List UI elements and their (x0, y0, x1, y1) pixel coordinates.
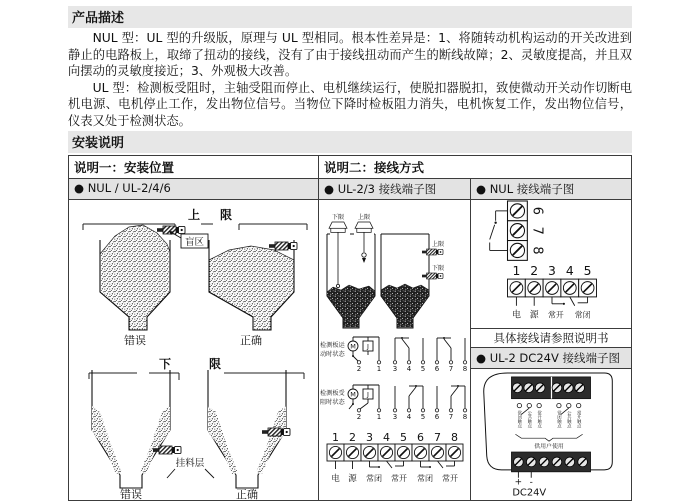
terminal-num: 4 (406, 364, 412, 373)
correct-label: 正确 (240, 333, 262, 347)
terminal-num: 7 (434, 430, 441, 444)
motor-symbol: M (350, 341, 356, 350)
product-paragraph-nul: NUL 型：UL 型的升级版，原理与 UL 型相同。根本性差异是：1、将随转动机构运动的开关改进到静止的电路板上，取缔了扭动的接线，没有了由于接线扭动而产生的断线故障；2、灵敏度提高，并且双向摆动的灵敏度接近；3、外观极大改善。 (68, 31, 632, 79)
terminal-num: 8 (451, 430, 458, 444)
lower-label: 下 (159, 356, 172, 371)
top-sensor-unit-icon (329, 222, 347, 232)
blocked-state-label-1: 检测板受 (320, 389, 345, 397)
terminal-num: 6 (417, 430, 424, 444)
limit-label: 限 (220, 207, 233, 222)
cling-layer-callout (167, 457, 214, 478)
bin-side-mounted (381, 234, 444, 328)
terminal-num: 5 (420, 364, 426, 373)
ul23-wiring-cell (319, 200, 471, 500)
nul-wiring-cell (471, 200, 631, 500)
blocked-state-label-2: 阻时状态 (320, 398, 345, 406)
contact-label: 常闭触点 (556, 410, 562, 428)
low-limit-label: 下限 (331, 213, 345, 221)
ceiling-lines (83, 224, 307, 230)
table-header-row (69, 156, 631, 179)
brace (515, 434, 582, 441)
bin-top-mounted (327, 213, 375, 328)
terminal-num: 8 (462, 364, 468, 373)
power-label-2: 源 (348, 473, 357, 484)
upper-limit-position-diagram (69, 200, 318, 350)
terminal-num-rotated: 8 (529, 245, 545, 255)
plus-label: + (514, 477, 523, 488)
terminal-num: 3 (366, 430, 373, 444)
horizontal-terminal-strip (508, 279, 597, 297)
dc24v-terminal-diagram (471, 369, 631, 499)
terminal-num: 4 (383, 430, 390, 444)
nul-terminal-diagram (471, 200, 631, 329)
ul23-terminal-strip (319, 428, 470, 490)
motor-symbol: M (350, 389, 356, 398)
high-limit-label: 上限 (357, 213, 371, 221)
manual-page (68, 6, 632, 501)
terminal-num: 5 (420, 412, 426, 421)
top-terminal-block (511, 377, 590, 399)
terminal-num: 1 (332, 430, 339, 444)
terminal-num: 3 (548, 263, 556, 278)
terminal-num: 1 (376, 412, 382, 421)
wiring-stubs (336, 461, 455, 469)
limit-label: 限 (209, 356, 222, 371)
table-subheader-row (69, 179, 631, 200)
no-label: 常开 (391, 473, 407, 483)
contact-label: 常闭触点 (516, 410, 522, 428)
sensor-icon (269, 242, 297, 250)
terminal-num: 4 (406, 412, 412, 421)
moving-state-label-2: 动时状态 (320, 350, 345, 358)
spdt-switch-symbol (490, 210, 508, 250)
hopper-correct (209, 240, 294, 330)
lower-limit-position-diagram (69, 350, 318, 500)
hopper-wrong (100, 225, 170, 330)
header-wiring-method: 说明二：接线方式 (324, 159, 425, 175)
blind-zone-label: 盲区 (184, 236, 205, 248)
install-instructions-header: 安装说明 (68, 131, 632, 153)
power-label-2: 源 (529, 310, 539, 321)
power-label-1: 电 (511, 310, 521, 321)
terminal-num: 2 (530, 263, 539, 278)
minus-label: - (529, 477, 533, 488)
sensor-icon (422, 249, 443, 255)
install-position-cell (69, 200, 319, 500)
terminal-num: 2 (356, 412, 362, 421)
contact-states-diagram (319, 332, 470, 428)
contact-label: 公共触点 (526, 410, 532, 428)
terminal-num: 4 (565, 263, 574, 278)
top-sensor-unit-icon (355, 222, 373, 232)
contact-label: 公共触点 (566, 410, 572, 428)
low-limit-label: 下限 (431, 264, 445, 272)
terminal-num: 7 (448, 412, 454, 421)
terminal-num: 2 (356, 364, 362, 373)
terminal-num: 3 (392, 412, 398, 421)
nc-label: 常闭 (574, 310, 591, 320)
user-use-label: 供用户使用 (534, 443, 564, 451)
state-row-blocked (320, 385, 467, 421)
hopper-wrong (92, 370, 170, 488)
sensor-icon (262, 428, 290, 436)
terminal-num: 5 (400, 430, 407, 444)
terminal-num: 5 (583, 263, 592, 278)
install-table (68, 155, 632, 501)
ceiling-lines (89, 373, 304, 380)
terminal-num: 6 (434, 412, 440, 421)
state-row-moving (320, 337, 467, 373)
upper-label: 上 (188, 207, 201, 222)
nc-label: 常闭 (417, 473, 433, 483)
dc24v-label: DC24V (512, 487, 547, 499)
correct-label: 正确 (236, 487, 258, 500)
terminal-num-rotated: 6 (529, 206, 545, 215)
subheader-dc24v-terminal: ● UL-2 DC24V 接线端子图 (471, 348, 631, 369)
subheader-ul23-terminal: ● UL-2/3 接线端子图 (319, 179, 471, 199)
nc-label: 常闭 (366, 473, 382, 483)
subheader-nul-ul-246: ● NUL / UL-2/4/6 (69, 179, 319, 199)
wrong-label: 错误 (124, 333, 146, 347)
terminal-num-rotated: 7 (529, 226, 545, 235)
contact-label: 常开触点 (536, 410, 542, 428)
terminal-num: 1 (512, 263, 521, 278)
moving-state-label-1: 检测板运 (320, 341, 345, 349)
relay-symbol: J (367, 341, 369, 350)
high-limit-label: 上限 (431, 240, 445, 248)
wiring-stubs (516, 296, 587, 305)
screw-terminals (327, 444, 463, 461)
power-label-1: 电 (331, 473, 340, 484)
terminal-num: 6 (434, 364, 440, 373)
table-body-row (69, 200, 631, 500)
subheader-nul-terminal: ● NUL 接线端子图 (476, 181, 575, 196)
header-install-position: 说明一：安装位置 (69, 156, 319, 178)
no-label: 常开 (442, 473, 458, 483)
wrong-label: 错误 (120, 487, 142, 500)
bins-sensor-diagram (319, 200, 470, 332)
cling-layer-label: 挂料层 (175, 457, 205, 469)
terminal-num: 2 (349, 430, 356, 444)
wiring-note: 具体接线请参照说明书 (471, 328, 631, 348)
terminal-num: 1 (376, 364, 382, 373)
product-description-body (68, 28, 632, 131)
no-label: 常开 (548, 310, 564, 320)
terminal-num: 7 (448, 364, 454, 373)
product-description-header: 产品描述 (68, 6, 632, 28)
terminal-num: 8 (462, 412, 468, 421)
contact-label: 常开触点 (576, 410, 582, 428)
relay-symbol: J (367, 389, 369, 398)
vertical-terminal-strip (508, 201, 528, 260)
product-paragraph-ul: UL 型：检测板受阻时，主轴受阻而停止、电机继续运行，使脱扣器脱扣，致使微动开关动作切断电机电源、电机停止工作，发出物位信号。当物位下降时检板阻力消失，电机恢复工作，发出物位信号，仪表又处于检测状态。 (68, 80, 632, 128)
bottom-terminal-block (511, 452, 590, 472)
sensor-icon (422, 273, 443, 279)
terminal-num: 3 (392, 364, 398, 373)
